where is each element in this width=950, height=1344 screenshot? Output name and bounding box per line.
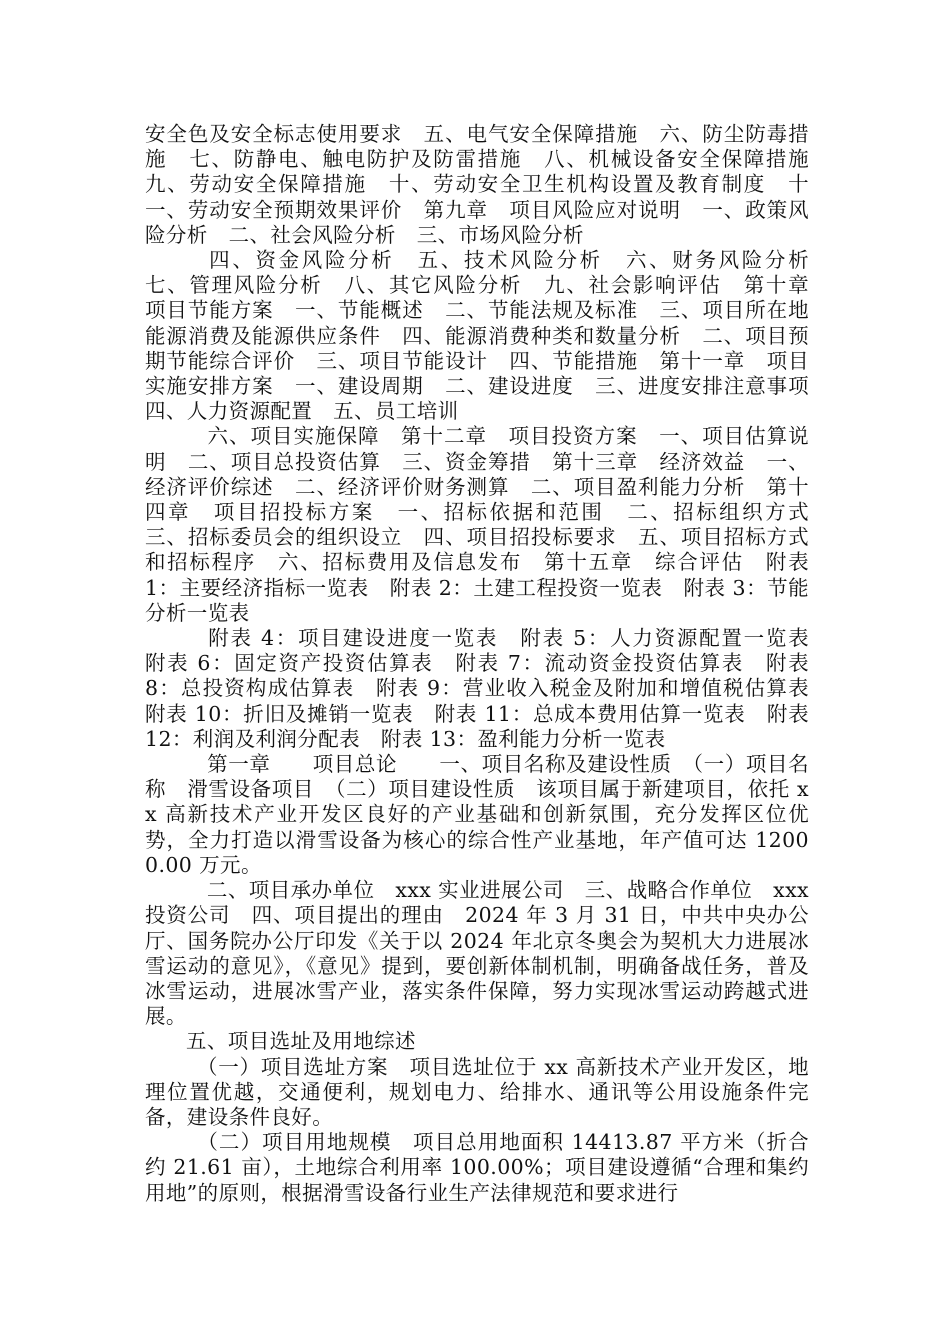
paragraph-land-scale: （二）项目用地规模 项目总用地面积 14413.87 平方米（折合约 21.61 亩），土地综合利用率 100.00%；项目建设遵循“合理和集约用地”的原则，根据滑雪设备行业生产法律规范和要求进行 bbox=[145, 1130, 809, 1205]
paragraph-site-plan: （一）项目选址方案 项目选址位于 xx 高新技术产业开发区，地理位置优越，交通便利，规划电力、给排水、通讯等公用设施条件完备，建设条件良好。 bbox=[145, 1054, 809, 1129]
paragraph-project-undertaker: 二、项目承办单位 xxx 实业进展公司 三、战略合作单位 xxx 投资公司 四、项目提出的理由 2024 年 3 月 31 日，中共中央办公厅、国务院办公厅印发《关于以 2024 年北京冬奥会为契机大力进展冰雪运动的意见》，《意见》提到，要创新体制机制，明确备战任务，普及冰雪运动，进展冰雪产业，落实条件保障，努力实现冰雪运动跨越式进展。 bbox=[145, 878, 809, 1029]
paragraph-toc-investment-bidding: 六、项目实施保障 第十二章 项目投资方案 一、项目估算说明 二、项目总投资估算 三、资金筹措 第十三章 经济效益 一、经济评价综述 二、经济评价财务测算 二、项目盈利能力分析 第十四章 项目招投标方案 一、招标依据和范围 二、招标组织方式 三、招标委员会的组织设立 四、项目招投标要求 五、项目招标方式和招标程序 六、招标费用及信息发布 第十五章 综合评估 附表 1：主要经济指标一览表 附表 2：土建工程投资一览表 附表 3：节能分析一览表 bbox=[145, 424, 830, 625]
paragraph-chapter-one-overview: 第一章 项目总论 一、项目名称及建设性质 （一）项目名称 滑雪设备项目 （二）项目建设性质 该项目属于新建项目，依托 xx 高新技术产业开发区良好的产业基础和创新氛围，充分发挥区位优势，全力打造以滑雪设备为核心的综合性产业基地，年产值可达 12000.00 万元。 bbox=[145, 752, 809, 877]
paragraph-toc-risk-energy-schedule: 四、资金风险分析 五、技术风险分析 六、财务风险分析 七、管理风险分析 八、其它风险分析 九、社会影响评估 第十章 项目节能方案 一、节能概述 二、节能法规及标准 三、项目所在地能源消费及能源供应条件 四、能源消费种类和数量分析 二、项目预期节能综合评价 三、项目节能设计 四、节能措施 第十一章 项目实施安排方案 一、建设周期 二、建设进度 三、进度安排注意事项 四、人力资源配置 五、员工培训 bbox=[145, 248, 830, 424]
paragraph-site-heading: 五、项目选址及用地综述 bbox=[186, 1029, 416, 1054]
paragraph-toc-appendix-tables: 附表 4：项目建设进度一览表 附表 5：人力资源配置一览表 附表 6：固定资产投资估算表 附表 7：流动资金投资估算表 附表 8：总投资构成估算表 附表 9：营业收入税金及附加和增值税估算表 附表 10：折旧及摊销一览表 附表 11：总成本费用估算一览表 附表 12：利润及利润分配表 附表 13：盈利能力分析一览表 bbox=[145, 626, 830, 751]
document-page bbox=[145, 122, 830, 1206]
paragraph-toc-safety-risk: 安全色及安全标志使用要求 五、电气安全保障措施 六、防尘防毒措施 七、防静电、触电防护及防雷措施 八、机械设备安全保障措施 九、劳动安全保障措施 十、劳动安全卫生机构设置及教育制度 十一、劳动安全预期效果评价 第九章 项目风险应对说明 一、政策风险分析 二、社会风险分析 三、市场风险分析 bbox=[145, 122, 830, 247]
